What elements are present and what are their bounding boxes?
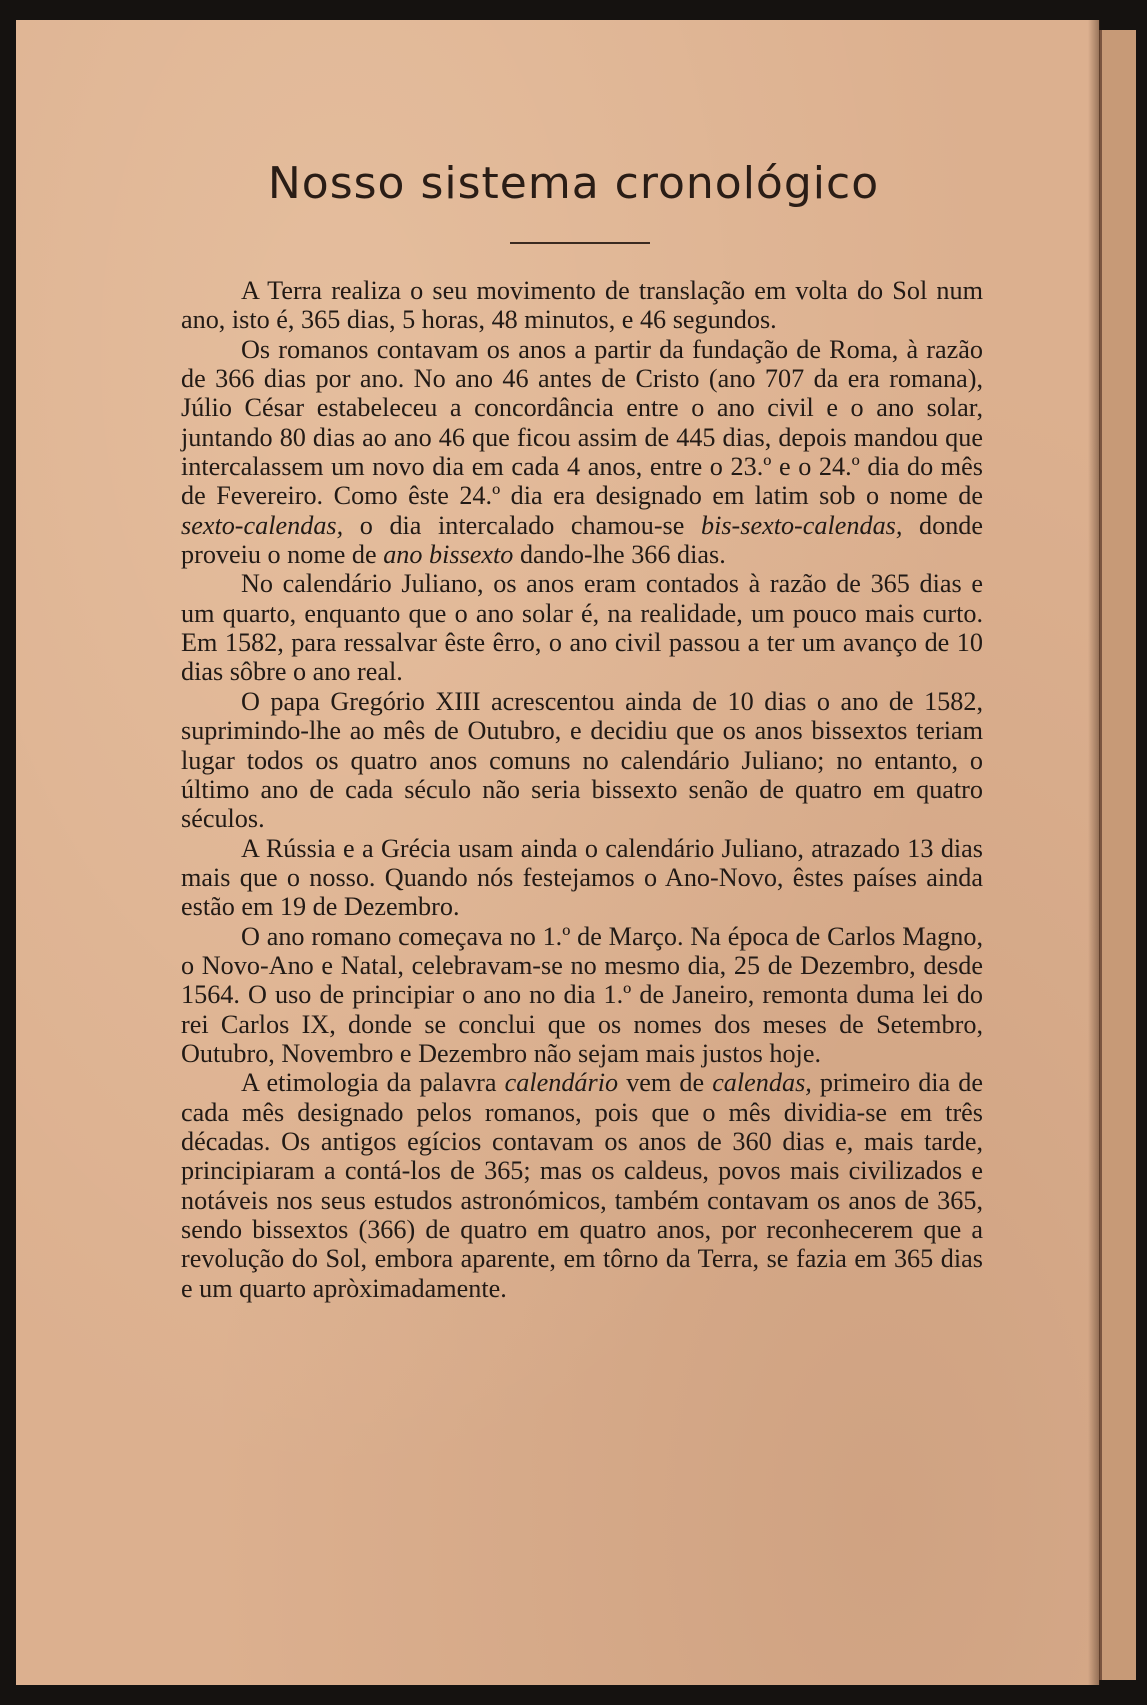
text-run: A Rússia e a Grécia usam ainda o calendário Juliano, atrazado 13 dias mais que o nosso. Quando nós festejamos o Ano-Novo, êstes países ainda estão em 19 de Dezembro. — [181, 833, 983, 922]
text-run: vem de — [618, 1068, 713, 1098]
title-divider — [510, 242, 650, 244]
italic-term: bis-sexto-calendas, — [700, 510, 903, 540]
facing-page-edge — [1099, 30, 1136, 1680]
text-run: O papa Gregório XIII acrescentou ainda de 10 dias o ano de 1582, suprimindo-lhe ao mês de Outubro, e decidiu que os anos bissextos teriam lugar todos os quatro anos comuns no calendário Juliano; no entanto, o último ano de cada século não seria bissexto senão de quatro em quatro séculos. — [181, 686, 983, 834]
italic-term: sexto-calendas, — [181, 510, 344, 540]
paragraph — [181, 569, 983, 686]
text-run: O ano romano começava no 1.º de Março. Na época de Carlos Magno, o Novo-Ano e Natal, celebravam-se no mesmo dia, 25 de Dezembro, desde 1564. O uso de principiar o ano no dia 1.º de Janeiro, remonta duma lei do rei Carlos IX, donde se conclui que os nomes dos meses de Setembro, Outubro, Novembro e Dezembro não sejam mais justos hoje. — [181, 921, 983, 1068]
article-body — [181, 276, 983, 1303]
text-run: A etimologia da palavra — [241, 1068, 505, 1098]
paragraph — [181, 687, 983, 834]
paragraph — [181, 1068, 983, 1303]
paragraph — [181, 335, 983, 570]
italic-term: calendário — [504, 1068, 619, 1098]
text-run: primeiro dia de cada mês designado pelos romanos, pois que o mês dividia-se em três décadas. Os antigos egícios contavam os anos de 360 dias e, mais tarde, principiaram a contá-los de 365; mas os caldeus, povos mais civilizados e notáveis nos seus estudos astronómicos, também contavam os anos de 365, sendo bissextos (366) de quatro em quatro anos, por reconhecerem que a revolução do Sol, embora aparente, em tôrno da Terra, se fazia em 365 dias e um quarto apròximadamente. — [181, 1068, 983, 1303]
italic-term: ano bissexto — [383, 540, 514, 570]
text-run: o dia intercalado chamou-se — [343, 510, 701, 540]
page-title: Nosso sistema cronológico — [267, 158, 880, 209]
text-run: No calendário Juliano, os anos eram contados à razão de 365 dias e um quarto, enquanto que o ano solar é, na realidade, um pouco mais curto. Em 1582, para ressalvar êste êrro, o ano civil passou a ter um avanço de 10 dias sôbre o ano real. — [181, 569, 983, 687]
text-run: Os romanos contavam os anos a partir da fundação de Roma, à razão de 366 dias por ano. No ano 46 antes de Cristo (ano 707 da era romana), Júlio César estabeleceu a concordância entre o ano civil e o ano solar, juntando 80 dias ao ano 46 que ficou assim de 445 dias, depois mandou que intercalassem um novo dia em cada 4 anos, entre o 23.º e o 24.º dia do mês de Fevereiro. Como êste 24.º dia era designado em latim sob o nome de — [181, 334, 983, 511]
text-run: dando-lhe 366 dias. — [513, 540, 726, 570]
italic-term: calendas, — [712, 1068, 812, 1098]
paragraph — [181, 922, 983, 1069]
text-run: A Terra realiza o seu movimento de translação em volta do Sol num ano, isto é, 365 dias, 5 horas, 48 minutos, e 46 segundos. — [181, 276, 983, 335]
page-gutter-shadow — [1088, 20, 1100, 1685]
text-run: donde proveiu o nome de — [181, 510, 984, 570]
paragraph — [181, 276, 983, 335]
paragraph — [181, 834, 983, 922]
